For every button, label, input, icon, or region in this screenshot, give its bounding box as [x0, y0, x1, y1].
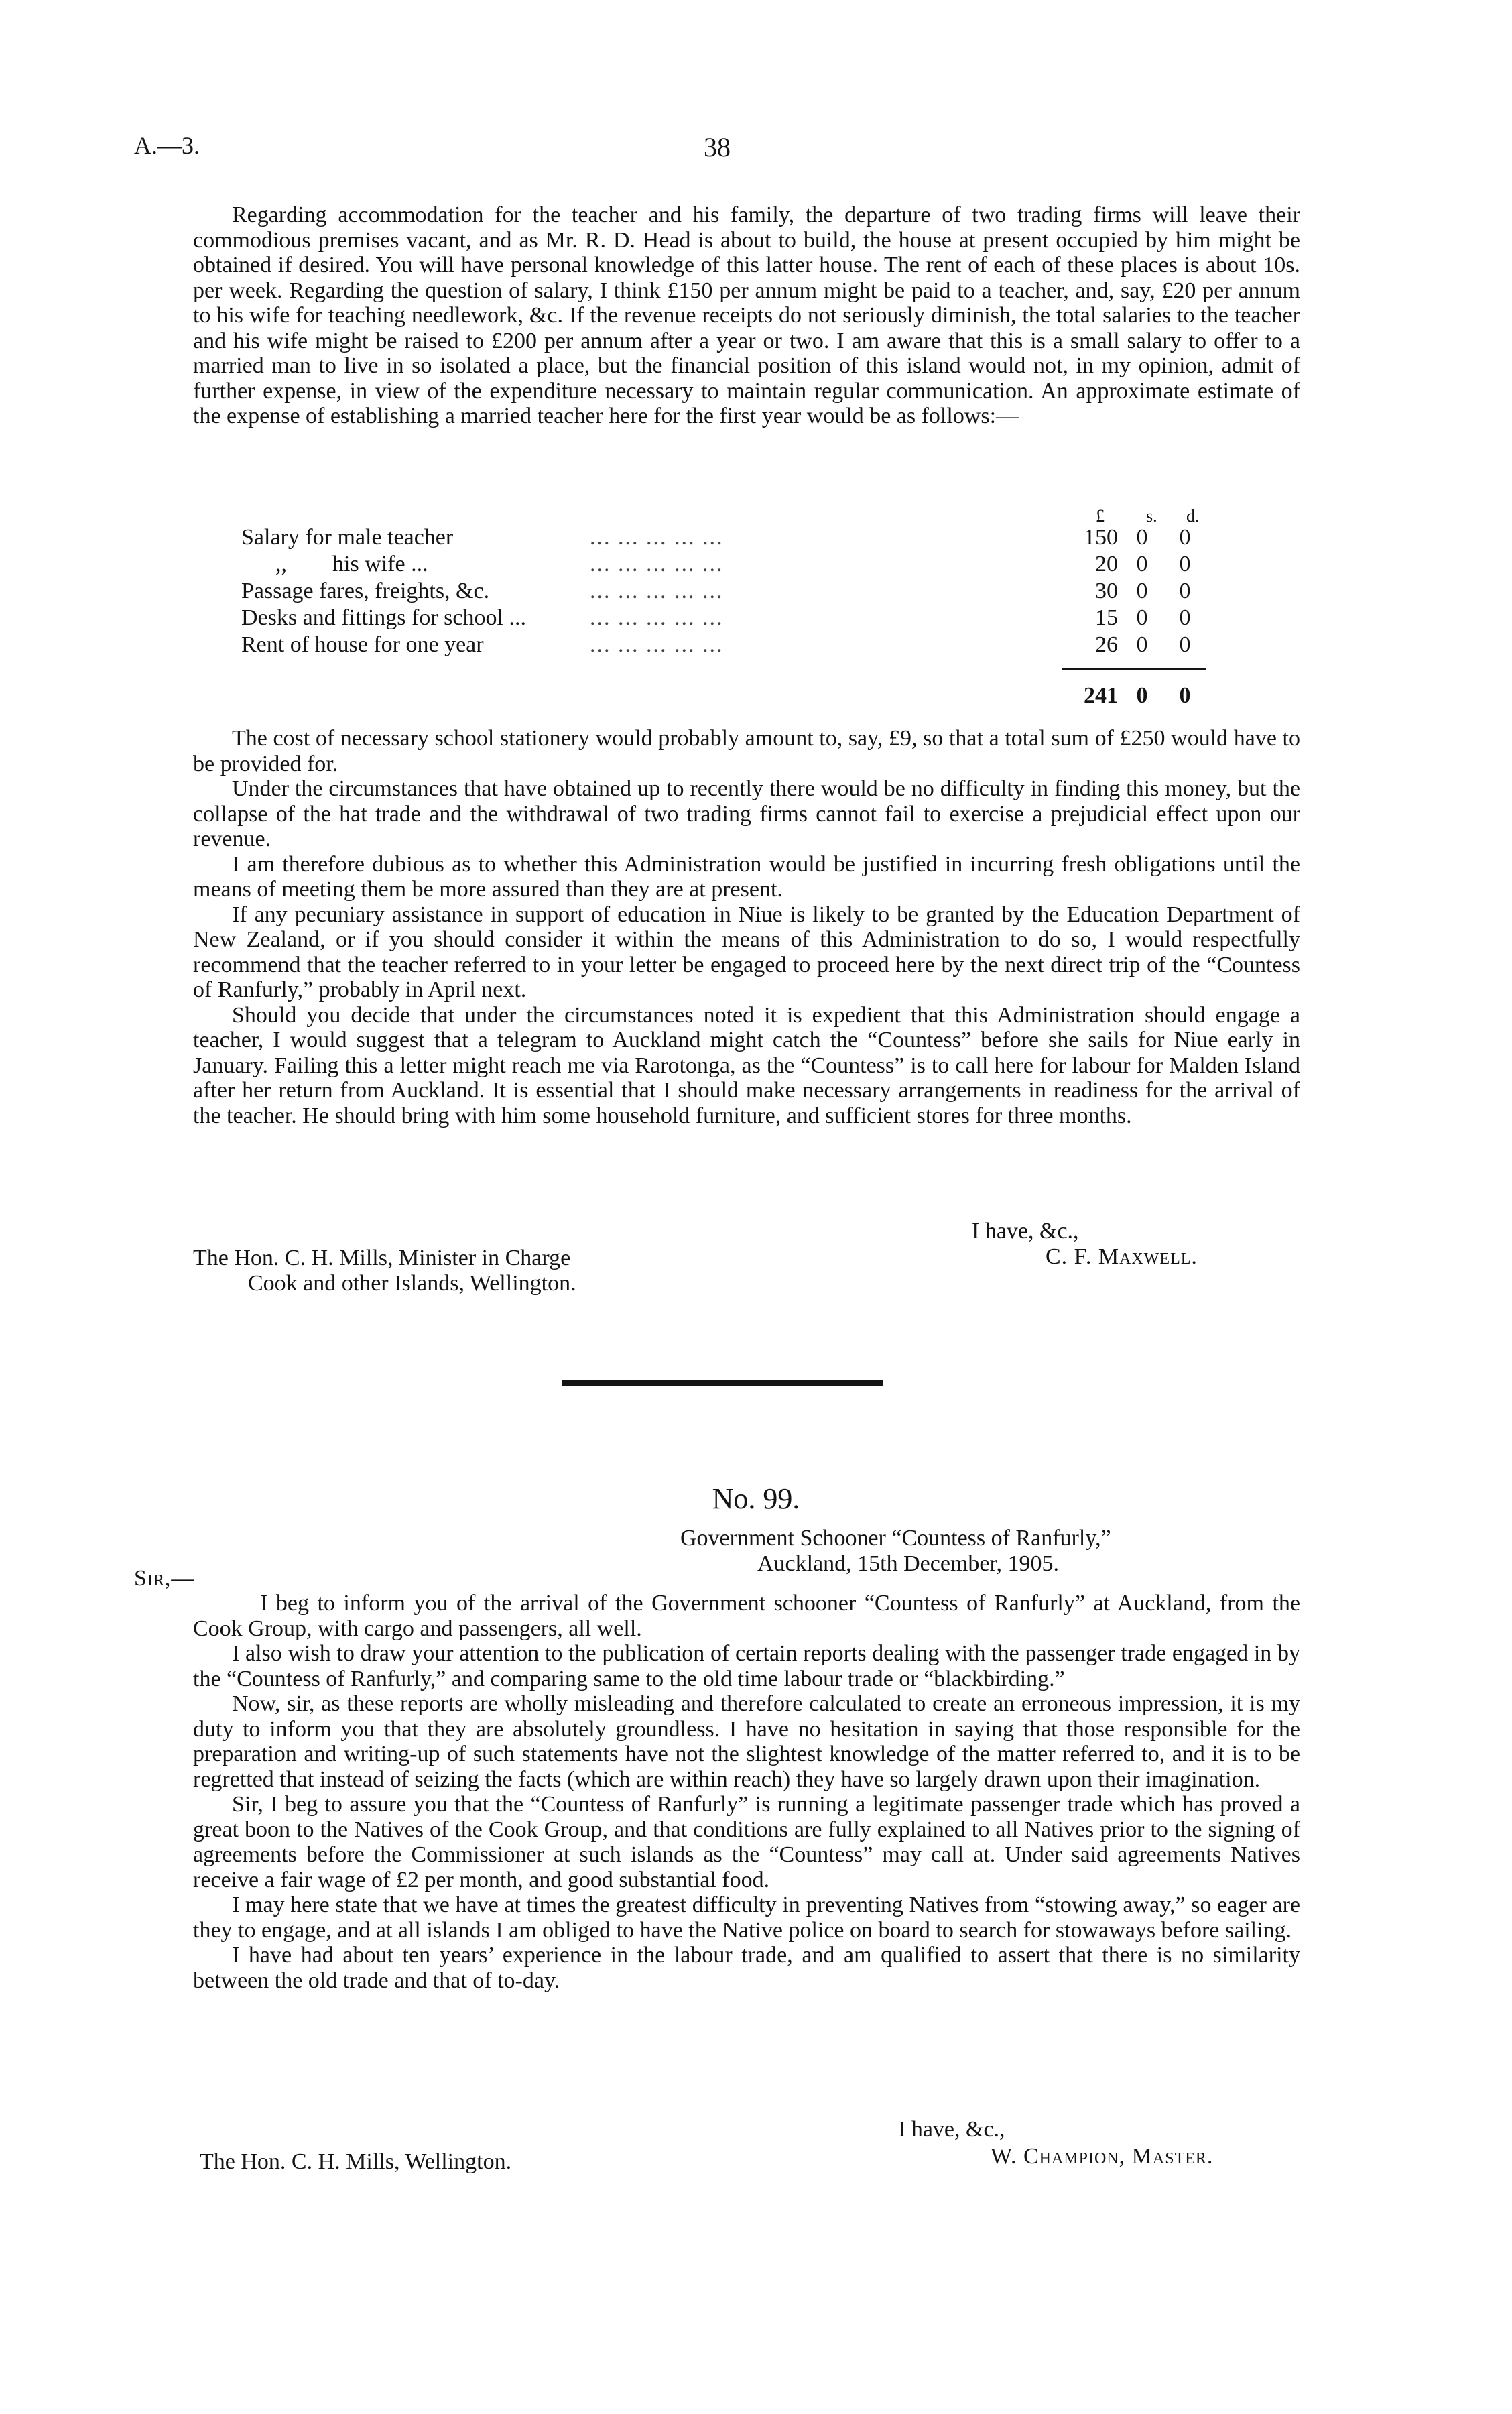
row-pence: 0 — [1179, 552, 1191, 577]
paragraph: If any pecuniary assistance in support of education in Niue is likely to be granted by the Education Department of New Zealand, or if you should consider it within the means of this Administration to do so, I would respectfully recommend that the teacher referred to in your letter be engaged to proceed here by the next direct trip of the “Countess of Ranfurly,” probably in April next. — [193, 902, 1300, 1002]
col-pounds: £ — [1096, 506, 1105, 526]
row-pounds: 150 — [1084, 525, 1118, 550]
total-rule — [1062, 668, 1206, 670]
row-pence: 0 — [1179, 632, 1191, 657]
paragraph: I am therefore dubious as to whether this Administration would be justified in incurring fresh obligations until the means of meeting them be more assured than they are at present. — [193, 851, 1300, 902]
paragraph: Under the circumstances that have obtained up to recently there would be no difficulty in finding this money, but the collapse of the hat trade and the withdrawal of two trading firms cannot fail to exercise a prejudicial effect upon our revenue. — [193, 776, 1300, 851]
estimate-row — [241, 632, 1206, 659]
letter2-salutation: Sir,— — [134, 1566, 195, 1591]
row-leader: ... ... ... ... ... — [590, 552, 724, 577]
row-label: ,, his wife ... — [241, 552, 428, 577]
estimate-total-row — [241, 683, 1206, 710]
letter2-body — [193, 1591, 1300, 1993]
estimate-row — [241, 552, 1206, 579]
estimate-row — [241, 525, 1206, 552]
paragraph: Sir, I beg to assure you that the “Countess of Ranfurly” is running a legitimate passenger trade which has proved a great boon to the Natives of the Cook Group, and that conditions are fully explained to all Natives prior to the signing of agreements before the Commissioner at such islands as the “Countess” may call at. Under said agreements Natives receive a fair wage of £2 per month, and good substantial food. — [193, 1792, 1300, 1892]
row-label: Salary for male teacher — [241, 525, 454, 550]
paragraph: The cost of necessary school stationery would probably amount to, say, £9, so that a total sum of £250 would have to be provided for. — [193, 726, 1300, 776]
page-number: 38 — [704, 132, 731, 162]
letter2-signature: W. Champion, Master. — [991, 2144, 1214, 2169]
paragraph: I beg to inform you of the arrival of the Government schooner “Countess of Ranfurly” at Auckland, from the Cook Group, with cargo and passengers, all well. — [193, 1591, 1300, 1641]
row-pence: 0 — [1179, 605, 1191, 630]
row-pounds: 30 — [1095, 579, 1118, 603]
col-pence: d. — [1186, 506, 1200, 526]
letter1-addressee-line1: The Hon. C. H. Mills, Minister in Charge — [193, 1246, 571, 1270]
letter1-body-top — [193, 202, 1300, 429]
row-pounds: 15 — [1095, 605, 1118, 630]
page-ref: A.—3. — [134, 132, 200, 159]
row-pence: 0 — [1179, 579, 1191, 603]
row-label: Passage fares, freights, &c. — [241, 579, 490, 603]
row-shillings: 0 — [1136, 632, 1148, 657]
row-pounds: 20 — [1095, 552, 1118, 577]
letter2-number-heading: No. 99. — [712, 1482, 800, 1515]
row-label: Desks and fittings for school ... — [241, 605, 526, 630]
paragraph: Regarding accommodation for the teacher and his family, the departure of two trading firms will leave their commodious premises vacant, and as Mr. R. D. Head is about to build, the house at present occupied by him might be obtained if desired. You will have personal knowledge of this latter house. The rent of each of these places is about 10s. per week. Regarding the question of salary, I think £150 per annum might be paid to a teacher, and, say, £20 per annum to his wife for teaching needlework, &c. If the revenue receipts do not seriously diminish, the total salaries to the teacher and his wife might be raised to £200 per annum after a year or two. I am aware that this is a small salary to offer to a married man to live in so isolated a place, but the financial position of this island would not, in my opinion, admit of further expense, in view of the expenditure necessary to maintain regular communication. An approximate estimate of the expense of establishing a married teacher here for the first year would be as follows:— — [193, 202, 1300, 428]
total-pence: 0 — [1179, 683, 1191, 708]
letter2-from-line2: Auckland, 15th December, 1905. — [757, 1551, 1059, 1576]
total-shillings: 0 — [1136, 683, 1148, 708]
total-pounds: 241 — [1084, 683, 1118, 708]
paragraph: I have had about ten years’ experience in the labour trade, and am qualified to assert that there is no similarity between the old trade and that of to-day. — [193, 1943, 1300, 1993]
letter2-addressee: The Hon. C. H. Mills, Wellington. — [200, 2149, 512, 2174]
row-shillings: 0 — [1136, 552, 1148, 577]
row-leader: ... ... ... ... ... — [590, 579, 724, 603]
row-leader: ... ... ... ... ... — [590, 525, 724, 550]
paragraph: I may here state that we have at times the greatest difficulty in preventing Natives from “stowing away,” so eager are they to engage, and at all islands I am obliged to have the Native police on board to search for stowaways before sailing. — [193, 1892, 1300, 1943]
row-shillings: 0 — [1136, 525, 1148, 550]
section-divider — [562, 1380, 883, 1386]
letter2-from-line1: Government Schooner “Countess of Ranfurly,” — [680, 1526, 1111, 1551]
letter1-closing: I have, &c., — [972, 1219, 1079, 1244]
row-pounds: 26 — [1095, 632, 1118, 657]
paragraph: Now, sir, as these reports are wholly misleading and therefore calculated to create an erroneous impression, it is my duty to inform you that they are absolutely groundless. I have no hesitation in saying that those responsible for the preparation and writing-up of such statements have not the slightest knowledge of the matter referred to, and it is to be regretted that instead of seizing the facts (which are within reach) they have so largely drawn upon their imagination. — [193, 1691, 1300, 1792]
col-shillings: s. — [1146, 506, 1157, 526]
row-label: Rent of house for one year — [241, 632, 484, 657]
paragraph: Should you decide that under the circumstances noted it is expedient that this Administration should engage a teacher, I would suggest that a telegram to Auckland might catch the “Countess” before she sails for Niue early in January. Failing this a letter might reach me via Rarotonga, as the “Countess” is to call here for labour for Malden Island after her return from Auckland. It is essential that I should make necessary arrangements in readiness for the arrival of the teacher. He should bring with him some household furniture, and sufficient stores for three months. — [193, 1002, 1300, 1128]
letter1-addressee-line2: Cook and other Islands, Wellington. — [248, 1271, 576, 1296]
estimate-row — [241, 605, 1206, 632]
letter1-body-bottom — [193, 726, 1300, 1128]
letter2-closing: I have, &c., — [898, 2117, 1005, 2142]
row-shillings: 0 — [1136, 579, 1148, 603]
letter1-signature: C. F. Maxwell. — [1046, 1244, 1198, 1269]
row-pence: 0 — [1179, 525, 1191, 550]
paragraph: I also wish to draw your attention to the publication of certain reports dealing with the passenger trade engaged in by the “Countess of Ranfurly,” and comparing same to the old time labour trade or “blackbirding.” — [193, 1641, 1300, 1691]
row-leader: ... ... ... ... ... — [590, 605, 724, 630]
estimate-row — [241, 579, 1206, 605]
row-shillings: 0 — [1136, 605, 1148, 630]
row-leader: ... ... ... ... ... — [590, 632, 724, 657]
